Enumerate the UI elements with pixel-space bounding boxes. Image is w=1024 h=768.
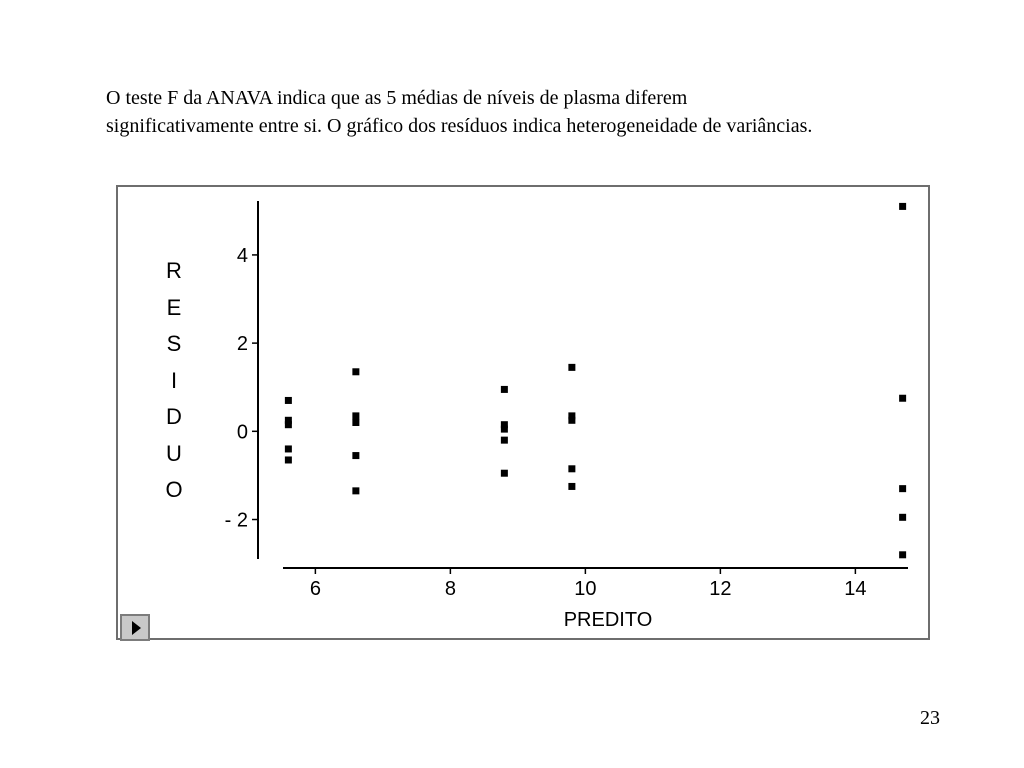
chart-panel <box>116 185 930 640</box>
y-axis-label <box>158 253 190 509</box>
residual-scatter-plot <box>118 187 928 638</box>
y-axis-label-letter: R <box>166 258 182 283</box>
data-point <box>501 437 508 444</box>
y-tick-label: 0 <box>236 421 248 444</box>
intro-line-2: significativamente entre si. O gráfico dos resíduos indica heterogeneidade de variâncias. <box>106 115 813 137</box>
x-axis-label: PREDITO <box>563 609 653 631</box>
data-point <box>352 487 359 494</box>
data-point <box>899 395 906 402</box>
intro-line-1: O teste F da ANAVA indica que as 5 médias de níveis de plasma diferem <box>106 87 688 109</box>
y-axis-label-letter: O <box>165 477 183 502</box>
data-point <box>501 470 508 477</box>
y-axis-label-letter: I <box>170 367 178 393</box>
data-point <box>352 419 359 426</box>
data-point <box>352 452 359 459</box>
y-axis-label-letter: S <box>166 331 182 356</box>
x-tick-label: 8 <box>444 578 456 600</box>
data-point <box>501 426 508 433</box>
data-point <box>568 465 575 472</box>
data-point <box>285 421 292 428</box>
data-point <box>568 417 575 424</box>
data-point <box>899 485 906 492</box>
y-axis-label-letter: D <box>166 404 182 429</box>
y-axis-label-letter: E <box>166 294 182 320</box>
data-point <box>285 445 292 452</box>
x-tick-label: 10 <box>574 578 597 600</box>
data-point <box>899 514 906 521</box>
play-icon <box>132 621 141 635</box>
x-tick-label: 6 <box>309 578 321 600</box>
y-axis-label-letter: U <box>166 440 182 466</box>
x-tick-label: 14 <box>844 578 867 600</box>
y-tick-label: 4 <box>236 244 248 267</box>
data-point <box>899 551 906 558</box>
data-point <box>352 368 359 375</box>
data-point <box>352 412 359 419</box>
data-point <box>568 483 575 490</box>
intro-text <box>106 84 966 140</box>
data-point <box>568 364 575 371</box>
y-tick-label: - 2 <box>224 509 248 532</box>
data-point <box>285 456 292 463</box>
data-point <box>501 386 508 393</box>
data-point <box>285 397 292 404</box>
play-button[interactable] <box>120 614 150 641</box>
y-tick-label: 2 <box>236 333 248 356</box>
x-tick-label: 12 <box>709 578 732 600</box>
page-number: 23 <box>920 707 940 729</box>
data-point <box>899 203 906 210</box>
